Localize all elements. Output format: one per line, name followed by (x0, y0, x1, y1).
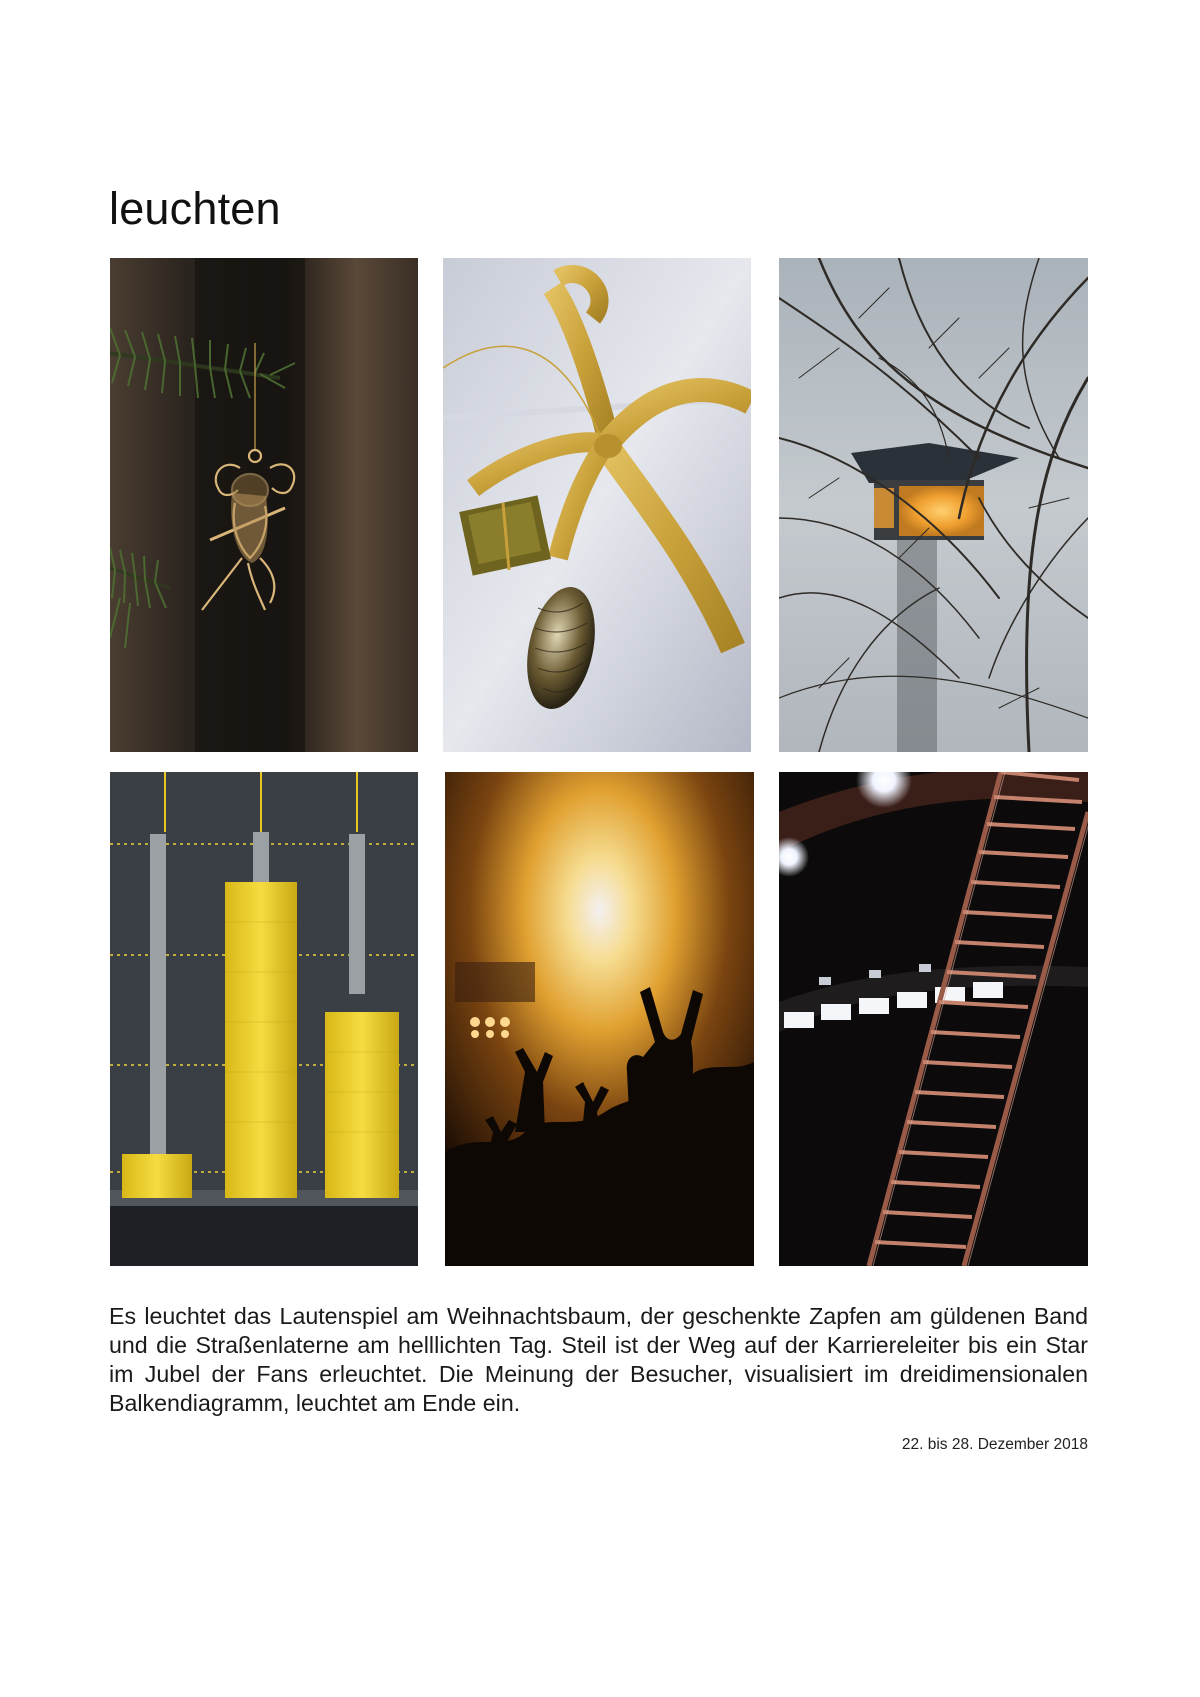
date-range: 22. bis 28. Dezember 2018 (901, 1436, 1088, 1453)
body-text: Es leuchtet das Lautenspiel am Weihnachtsbaum, der geschenkte Zapfen am güldenen Band und die Straßenlaterne am helllichten Tag. Steil ist der Weg auf der Karriereleiter bis ein Star im Jubel der Fans erleuchtet. Die Meinung der Besucher, visualisiert im dreidimensionalen Balkendiagramm, leuchtet am Ende ein. (109, 1303, 1088, 1416)
photo-3d-bar-chart (110, 772, 418, 1266)
photo-concert-crowd (445, 772, 754, 1266)
photo-gold-ribbon-gift (443, 258, 751, 752)
page-title: leuchten (109, 183, 281, 234)
photo-street-lantern (779, 258, 1088, 752)
photo-angel-ornament (110, 258, 418, 752)
photo-ladder-stadium (779, 772, 1088, 1266)
